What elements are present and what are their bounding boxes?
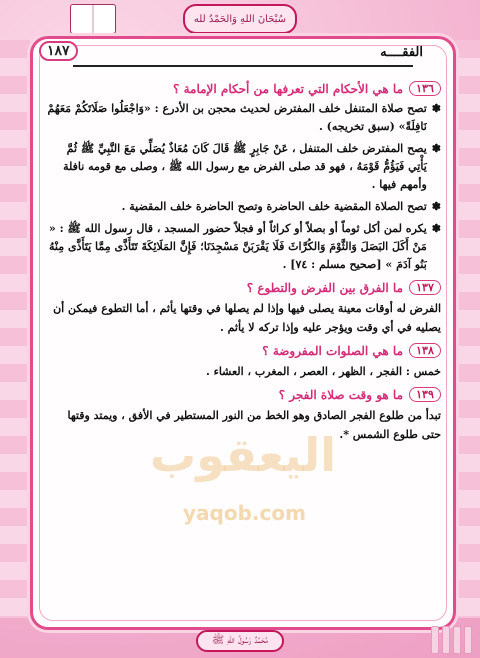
question-text: ما الفرق بين الفرض والتطوع ؟ [246, 280, 403, 295]
question-number: ١٣٦ [409, 81, 441, 96]
question-heading [45, 81, 441, 96]
candle-icon [464, 626, 472, 654]
bullet-icon: ✽ [431, 142, 441, 155]
answer-text: خمس : الفجر ، الظهر ، العصر ، المغرب ، العشاء . [206, 365, 441, 378]
bullet-item [45, 220, 441, 274]
bullet-icon: ✽ [431, 102, 441, 115]
bullet-item [45, 100, 441, 136]
bullet-text: يصح المفترض خلف المتنفل ، عَنْ جَابِرٍ ﷺ قَالَ كَانَ مُعَاذٌ يُصَلِّي مَعَ النَّبِيِّ ﷺ ثُمَّ يَأْتِي فَيَؤُمُّ قَوْمَهُ ، فهو قد صلى الفرض مع رسول الله ﷺ ، وصلى مع قومه نافلة وأمهم فيها . [63, 142, 427, 191]
chapter-title: الفقــــه [380, 45, 423, 60]
question-heading [45, 387, 441, 402]
candle-icon [442, 626, 450, 654]
footer-calligraphy-cartouche: مُحَمَّدٌ رَسُولُ اللهِ ﷺ [196, 630, 284, 652]
question-text: ما هو وقت صلاة الفجر ؟ [278, 387, 403, 402]
bullet-item [45, 140, 441, 194]
bullet-icon: ✽ [431, 222, 441, 235]
candle-icon [431, 626, 439, 654]
top-ornament [120, 0, 360, 38]
candles-ornament [431, 626, 472, 654]
page-footer [0, 628, 480, 652]
question-number: ١٣٩ [409, 387, 441, 402]
watermark-logo: اليعقوب [150, 428, 336, 482]
question-number: ١٣٨ [409, 343, 441, 358]
page-number: ١٨٧ [39, 41, 78, 61]
top-calligraphy-cartouche: سُبْحَانَ اللهِ وَالحَمْدُ لله [183, 4, 297, 34]
header-divider [73, 65, 413, 67]
bullet-icon: ✽ [431, 200, 441, 213]
page-panel [30, 36, 456, 630]
question-number: ١٣٧ [409, 280, 441, 295]
open-book-icon [70, 4, 116, 34]
bullet-text: يكره لمن أكل ثوماً أو بصلاً أو كراثاً أو فجلاً حضور المسجد ، قال رسول الله ﷺ : « مَنْ أَكَلَ البَصَلَ وَالثَّوْمَ وَالكُرَّاثَ فَلَا يَقْرَبَنَّ مَسْجِدَنَا؛ فَإِنَّ المَلَائِكَةَ تَتَأَذَّى مِمَّا يَتَأَذَّى مِنْهُ بَنُو آدَمَ » [صحيح مسلم : ٧٤] . [48, 222, 427, 271]
question-heading [45, 280, 441, 295]
watermark-url: yaqob.com [183, 501, 306, 525]
page-content [45, 75, 441, 597]
answer-text: تبدأ من طلوع الفجر الصادق وهو الخط من النور المستطير في الأفق ، ويمتد وقتها حتى طلوع الشمس *. [67, 409, 441, 441]
question-text: ما هي الصلوات المفروضة ؟ [262, 343, 403, 358]
question-heading [45, 343, 441, 358]
left-ornament-border [0, 40, 30, 618]
candle-icon [453, 626, 461, 654]
bullet-item [45, 198, 441, 216]
bullet-text: تصح صلاة المتنفل خلف المفترض لحديث محجن بن الأدرع : «وَاجْعَلُوا صَلَاتَكُمْ مَعَهُمْ نَافِلَةً» (سبق تخريجه) . [47, 102, 427, 133]
answer-text: الفرض له أوقات معينة يصلى فيها وإذا لم يصلها في وقتها يأثم ، أما التطوع فيمكن أن يصليه في أي وقت ويؤجر عليه وإذا تركه لا يأثم . [53, 302, 441, 334]
bullet-text: تصح الصلاة المقضية خلف الحاضرة وتصح الحاضرة خلف المقضية . [121, 200, 427, 213]
page-header [43, 43, 443, 67]
question-text: ما هي الأحكام التي تعرفها من أحكام الإمامة ؟ [173, 81, 403, 96]
